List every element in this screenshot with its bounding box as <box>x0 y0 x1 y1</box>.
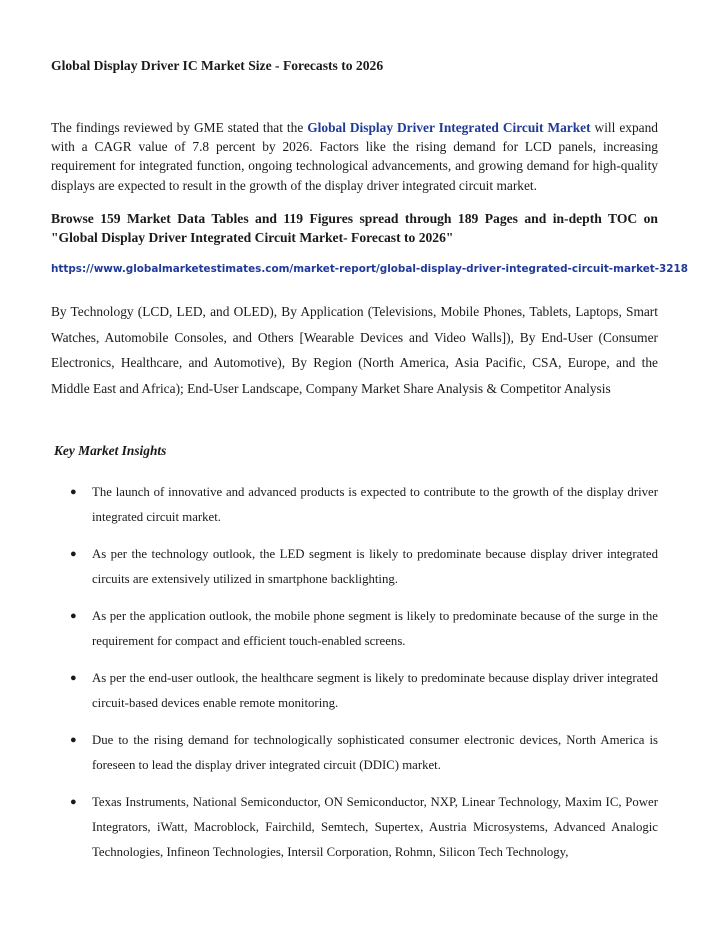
insight-text: As per the end-user outlook, the healthcare segment is likely to predominate because display driver integrated circuit-based devices enable remote monitoring. <box>92 671 658 710</box>
intro-text-end: will expand with a CAGR value of 7.8 percent by 2026. Factors like the rising demand for LCD panels, increasing requirement for integrated function, ongoing technological advancements, and growing demand for high-quality displays are expected to result in the growth of the display driver integrated circuit market. <box>51 120 658 193</box>
bullet-icon: ● <box>70 796 77 808</box>
market-name-highlight: Global Display Driver Integrated Circuit Market <box>307 120 591 135</box>
list-item <box>51 604 658 654</box>
insight-text: Texas Instruments, National Semiconductor, ON Semiconductor, NXP, Linear Technology, Maxim IC, Power Integrators, iWatt, Macroblock, Fairchild, Semtech, Supertex, Austria Microsystems, Advanced Analogic Technologies, Infineon Technologies, Intersil Corporation, Rohmn, Silicon Tech Technology, <box>92 795 658 859</box>
bullet-icon: ● <box>70 672 77 684</box>
insight-text: As per the application outlook, the mobile phone segment is likely to predominate because of the surge in the requirement for compact and efficient touch-enabled screens. <box>92 609 658 648</box>
insight-text: The launch of innovative and advanced products is expected to contribute to the growth of the display driver integrated circuit market. <box>92 485 658 524</box>
report-link[interactable]: https://www.globalmarketestimates.com/market-report/global-display-driver-integrated-circuit-market-3218 <box>51 263 688 275</box>
browse-statement: Browse 159 Market Data Tables and 119 Figures spread through 189 Pages and in-depth TOC on "Global Display Driver Integrated Circuit Market- Forecast to 2026" <box>51 211 658 245</box>
insight-text: As per the technology outlook, the LED segment is likely to predominate because display driver integrated circuits are extensively utilized in smartphone backlighting. <box>92 547 658 586</box>
document-title: Global Display Driver IC Market Size - Forecasts to 2026 <box>51 58 384 73</box>
segmentation-paragraph: By Technology (LCD, LED, and OLED), By Application (Televisions, Mobile Phones, Tablets, Laptops, Smart Watches, Automobile Consoles, and Others [Wearable Devices and Video Walls]), By End-User (Consumer Electronics, Healthcare, and Automotive), By Region (North America, Asia Pacific, CSA, Europe, and the Middle East and Africa); End-User Landscape, Company Market Share Analysis & Competitor Analysis <box>51 304 658 396</box>
list-item <box>51 790 658 865</box>
list-item <box>51 542 658 592</box>
list-item <box>51 480 658 530</box>
key-insights-heading: Key Market Insights <box>54 443 167 458</box>
intro-text-start: The findings reviewed by GME stated that the <box>51 120 308 135</box>
insight-text: Due to the rising demand for technologically sophisticated consumer electronic devices, North America is foreseen to lead the display driver integrated circuit (DDIC) market. <box>92 733 658 772</box>
list-item <box>51 666 658 716</box>
bullet-icon: ● <box>70 486 77 498</box>
list-item <box>51 728 658 778</box>
bullet-icon: ● <box>70 548 77 560</box>
bullet-icon: ● <box>70 734 77 746</box>
intro-paragraph <box>51 118 658 195</box>
insights-list <box>51 480 658 877</box>
bullet-icon: ● <box>70 610 77 622</box>
